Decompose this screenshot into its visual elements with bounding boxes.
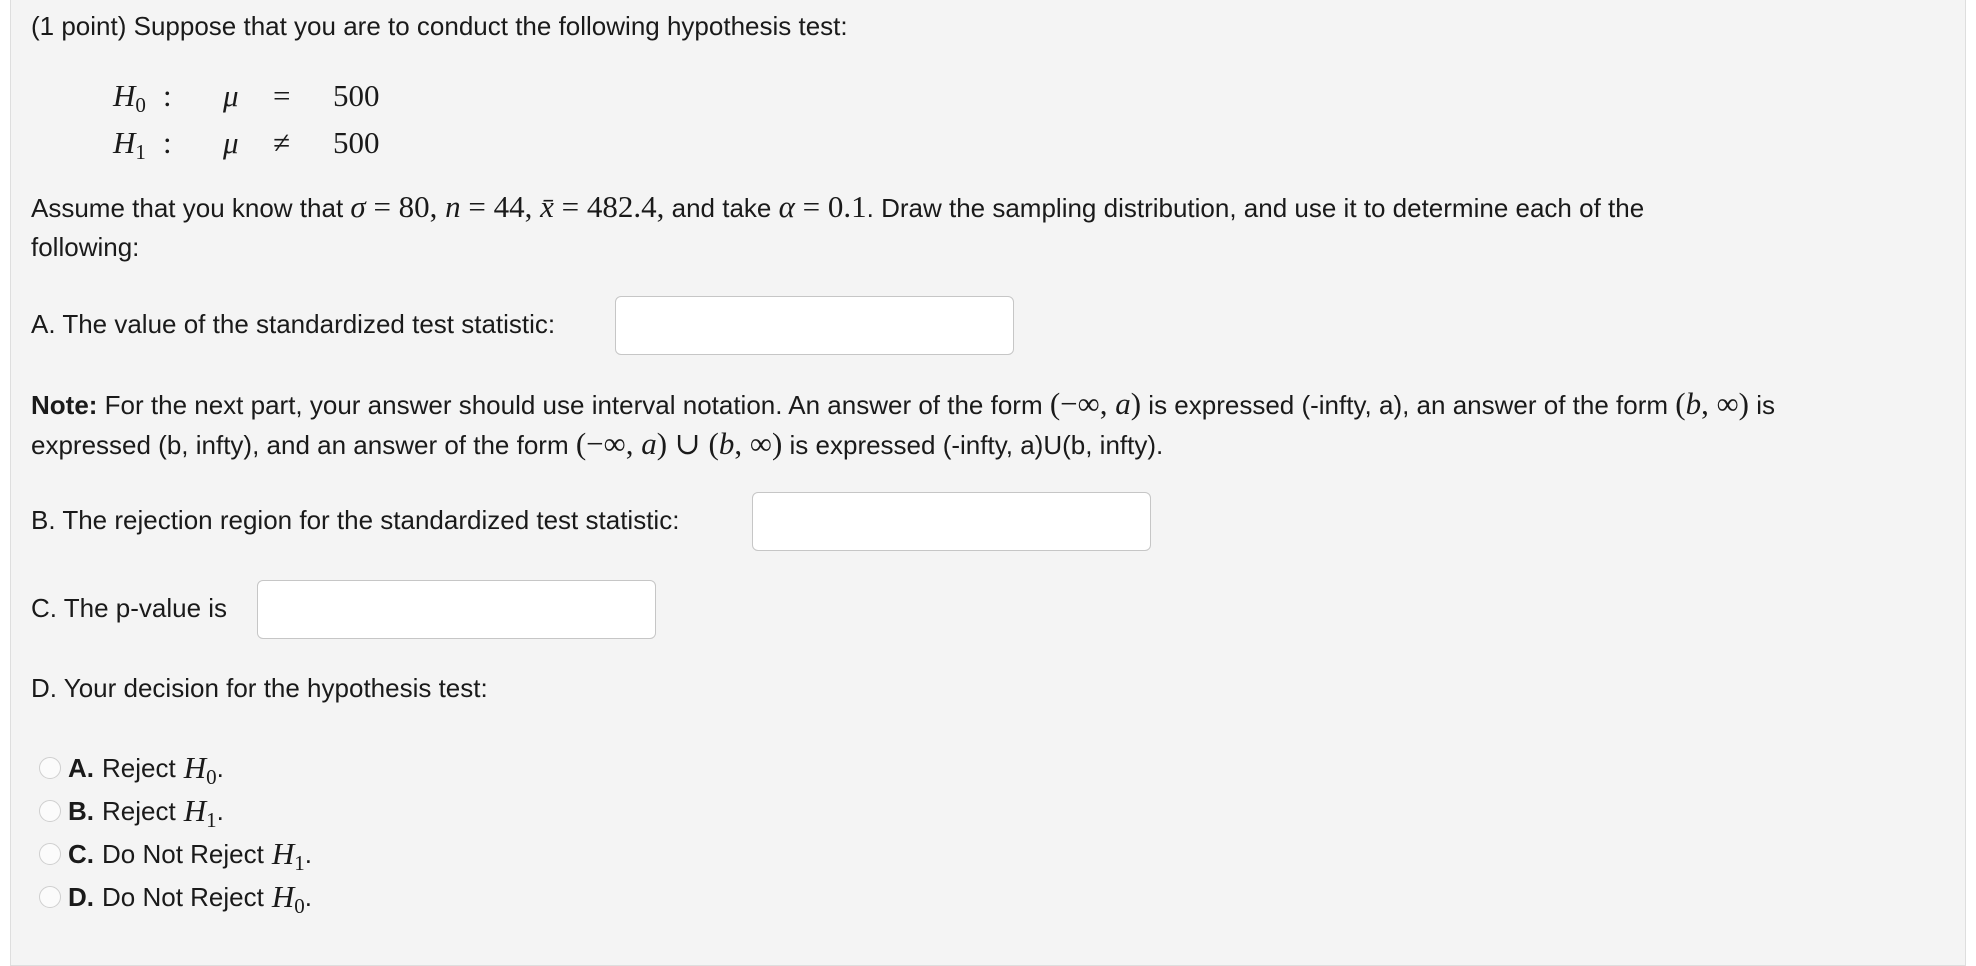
part-c-label: C. The p-value is	[31, 593, 228, 623]
part-d-label: D. Your decision for the hypothesis test:	[31, 673, 488, 703]
problem-container: (1 point) Suppose that you are to conduct the following hypothesis test: $H_0$ : μ = 500 $H_1$ : μ ≠ 500 Assume that you know that σ = 80, n = 44, x̄ = 482.4, and take α = 0.1. Draw the sampling distribution, and use it to determine each of the following: A. The value of the standardized test statistic: Note: For the next part, your answer should use interval notation. An answer of the form (−∞, a) is expressed (-infty, a), an answer of the form (b, ∞) is expressed (b, infty), and an answer of the form (−∞, a) ∪ (b, ∞) is expressed (-infty, a)U(b, infty). B. The rejection region for the standardized test statistic: C. The p-value is D. Your decision for the hypothesis test: A. Reject $H_0$ . B. Reject $H_1$ . C. Do Not Reject $H_1$ . D. Do Not Reject $H_0$ .	[10, 0, 1966, 966]
part-a-answer-input[interactable]	[615, 296, 1014, 355]
radio-button-d[interactable]	[39, 886, 61, 908]
assumption-text-cont: following:	[31, 232, 140, 262]
decision-option-b[interactable]: B. Reject $H_1$ .	[31, 791, 224, 831]
radio-button-c[interactable]	[39, 843, 61, 865]
note-text-line1: Note: For the next part, your answer should use interval notation. An answer of the form (−∞, a) is expressed (-infty, a), an answer of the form (b, ∞) is	[31, 386, 1775, 421]
radio-button-a[interactable]	[39, 757, 61, 779]
decision-option-a[interactable]: A. Reject $H_0$ .	[31, 748, 224, 788]
part-b-answer-input[interactable]	[752, 492, 1151, 551]
assumption-text: Assume that you know that σ = 80, n = 44, x̄ = 482.4, and take α = 0.1. Draw the sampling distribution, and use it to determine each of the	[31, 189, 1645, 224]
part-a-label: A. The value of the standardized test statistic:	[31, 309, 556, 339]
problem-intro: (1 point) Suppose that you are to conduct the following hypothesis test:	[31, 11, 848, 41]
h1-symbol: $H_1$	[113, 125, 146, 164]
h0-symbol: $H_0$	[113, 78, 146, 117]
note-text-line2: expressed (b, infty), and an answer of the form (−∞, a) ∪ (b, ∞) is expressed (-infty, a)U(b, infty).	[31, 426, 1164, 461]
decision-option-c[interactable]: C. Do Not Reject $H_1$ .	[31, 834, 312, 874]
radio-button-b[interactable]	[39, 800, 61, 822]
decision-option-d[interactable]: D. Do Not Reject $H_0$ .	[31, 877, 312, 917]
part-b-label: B. The rejection region for the standardized test statistic:	[31, 505, 680, 535]
part-c-answer-input[interactable]	[257, 580, 656, 639]
